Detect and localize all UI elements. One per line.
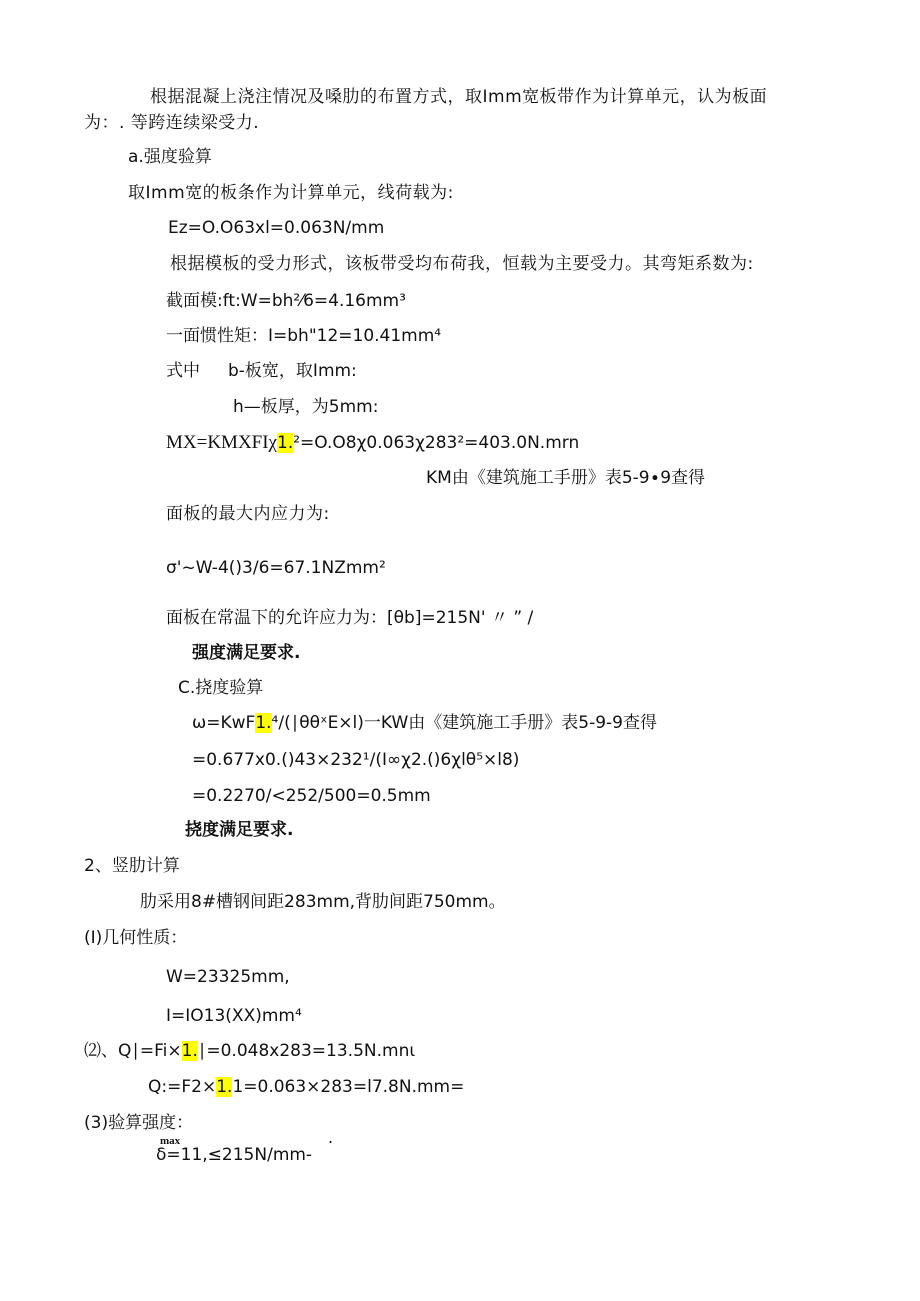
deflection-conclusion: 挠度满足要求. bbox=[185, 820, 294, 840]
section-deflection-heading: C.挠度验算 bbox=[178, 678, 264, 698]
formula-q2-load: Q:=F2×1.1=0.063×283=l7.8N.mm= bbox=[148, 1077, 465, 1097]
formula-line-load: Ez=O.O63xl=0.063N∕mm bbox=[168, 218, 385, 238]
formula-strength-check: δ=11,≤215N/mm- bbox=[156, 1145, 313, 1165]
paragraph-line-1: 根据混凝上浇注情况及嗓肋的布置方式，取Imm宽板带作为计算单元，认为板面 bbox=[150, 87, 768, 107]
formula-deflection: ω=KwF1.⁴/(∣θθˣE×l)一KW由《建筑施工手册》表5-9-9查得 bbox=[192, 713, 657, 733]
definition-width: b-板宽，取Imm: bbox=[228, 361, 357, 381]
formula-max-stress: σ'~W-4()3/6=67.1NZmm² bbox=[166, 558, 386, 578]
section-strength-heading: a.强度验算 bbox=[128, 147, 212, 167]
formula-q1-load: ⑵、Q∣=Fi×1.∣=0.048x283=13.5N.mnι bbox=[84, 1041, 416, 1061]
paragraph-line-2: 为：. 等跨连续梁受力. bbox=[84, 113, 260, 133]
formula-bending-moment: MX=KMXFIχ1.²=O.O8χ0.063χ283²=403.0N.mrn bbox=[166, 432, 580, 453]
line-load-intro: 取Imm宽的板条作为计算单元，线荷载为: bbox=[128, 183, 454, 203]
formula-where-label: 式中 bbox=[166, 361, 200, 381]
strength-conclusion: 强度满足要求. bbox=[192, 643, 301, 663]
formula-rib-inertia: I=IO13(XX)mm⁴ bbox=[166, 1006, 302, 1026]
strength-check-heading: (3)验算强度： bbox=[84, 1113, 194, 1133]
section-vertical-rib-heading: 2、竖肋计算 bbox=[84, 856, 180, 876]
allowable-stress-text: 面板在常温下的允许应力为：[θb]=215N' 〃 ” / bbox=[166, 608, 534, 628]
definition-thickness: h—板厚，为5mm: bbox=[233, 397, 379, 417]
formula-max-subscript: max bbox=[160, 1135, 181, 1147]
formula-deflection-substitution: =0.677x0.()43×232¹/(I∞χ2.()6χlθ⁵×l8) bbox=[192, 750, 520, 770]
formula-deflection-result: =0.2270∕<252∕500=0.5mm bbox=[192, 786, 431, 806]
formula-moment-of-inertia: 一面惯性矩：I=bh"12=10.41mm⁴ bbox=[166, 326, 442, 346]
formula-rib-section-modulus: W=23325mm, bbox=[166, 967, 290, 987]
stray-dot-mark: . bbox=[328, 1128, 334, 1147]
formula-section-modulus: 截面模:ft:W=bh²⁄6=4.16mm³ bbox=[166, 291, 406, 311]
geometric-properties-heading: (I)几何性质： bbox=[84, 928, 188, 948]
max-stress-intro: 面板的最大内应力为: bbox=[166, 504, 330, 524]
reference-km-handbook: KM由《建筑施工手册》表5-9∙9查得 bbox=[426, 468, 706, 488]
moment-coefficient-text: 根据模板的受力形式，该板带受均布荷我，恒载为主要受力。其弯矩系数为: bbox=[170, 254, 754, 274]
rib-specification: 肋采用8#槽钢间距283mm,背肋间距750mm。 bbox=[140, 892, 506, 912]
